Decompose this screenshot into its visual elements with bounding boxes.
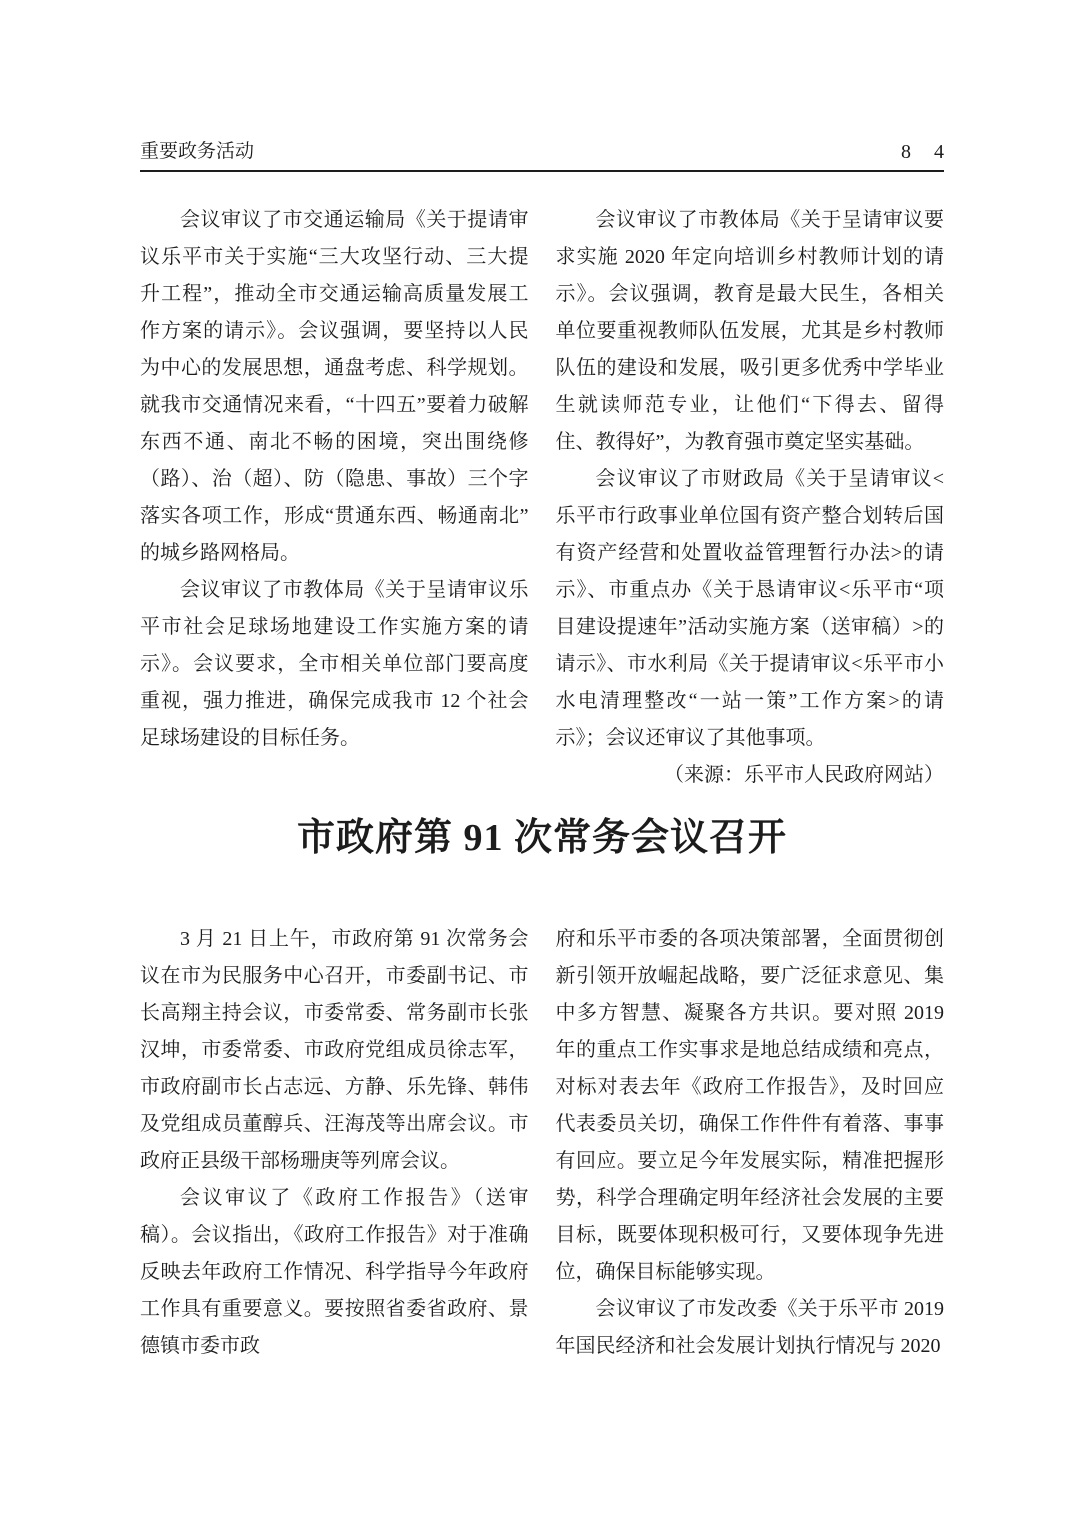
article-1-paragraph-4: 会议审议了市财政局《关于呈请审议<乐平市行政事业单位国有资产整合划转后国有资产经营和处置收益管理暂行办法>的请示》、市重点办《关于恳请审议<乐平市“项目建设提速年”活动实施方案（送审稿）>的请示》、市水利局《关于提请审议<乐平市小水电清理整改“一站一策”工作方案>的请示》；会议还审议了其他事项。	[555, 468, 944, 749]
article-1-left-column	[140, 202, 529, 794]
source-attribution: （来源：乐平市人民政府网站）	[664, 764, 944, 786]
article-2-paragraph-2-continuation: 府和乐平市委的各项决策部署，全面贯彻创新引领开放崛起战略，要广泛征求意见、集中多方智慧、凝聚各方共识。要对照 2019 年的重点工作实事求是地总结成绩和亮点，对标对表去年《政府工作报告》，及时回应代表委员关切，确保工作件件有着落、事事有回应。要立足今年发展实际，精准把握形势，科学合理确定明年经济社会发展的主要目标，既要体现积极可行，又要体现争先进位，确保目标能够实现。	[555, 928, 944, 1283]
header-page-number: 8 4	[901, 141, 953, 163]
article-2-paragraph-1: 3 月 21 日上午，市政府第 91 次常务会议在市为民服务中心召开，市委副书记、市长高翔主持会议，市委常委、常务副市长张汉坤，市委常委、市政府党组成员徐志军，市政府副市长占志远、方静、乐先锋、韩伟及党组成员董醇兵、汪海茂等出席会议。市政府正县级干部杨珊庚等列席会议。	[140, 928, 529, 1172]
article-1-paragraph-2: 会议审议了市教体局《关于呈请审议乐平市社会足球场地建设工作实施方案的请示》。会议要求，全市相关单位部门要高度重视，强力推进，确保完成我市 12 个社会足球场建设的目标任务。	[140, 579, 529, 749]
article-2-right-column	[556, 921, 945, 1365]
article-2-left-column	[140, 921, 529, 1365]
article-2-title: 市政府第 91 次常务会议召开	[296, 817, 787, 859]
article-2-paragraph-2: 会议审议了《政府工作报告》（送审稿）。会议指出，《政府工作报告》对于准确反映去年政府工作情况、科学指导今年政府工作具有重要意义。要按照省委省政府、景德镇市委市政	[140, 1187, 529, 1357]
article-2-body	[140, 921, 944, 1365]
article-1-paragraph-1: 会议审议了市交通运输局《关于提请审议乐平市关于实施“三大攻坚行动、三大提升工程”，推动全市交通运输高质量发展工作方案的请示》。会议强调，要坚持以人民为中心的发展思想，通盘考虑、科学规划。就我市交通情况来看，“十四五”要着力破解东西不通、南北不畅的困境，突出围绕修（路）、治（超）、防（隐患、事故）三个字落实各项工作，形成“贯通东西、畅通南北”的城乡路网格局。	[140, 209, 529, 564]
article-1-right-column	[556, 202, 945, 794]
article-1-paragraph-3: 会议审议了市教体局《关于呈请审议要求实施 2020 年定向培训乡村教师计划的请示》。会议强调，教育是最大民生，各相关单位要重视教师队伍发展，尤其是乡村教师队伍的建设和发展，吸引更多优秀中学毕业生就读师范专业，让他们“下得去、留得住、教得好”，为教育强市奠定坚实基础。	[555, 209, 944, 453]
article-1-body	[140, 202, 944, 794]
header-section-title: 重要政务活动	[140, 141, 255, 162]
page-header	[140, 141, 953, 172]
article-2-paragraph-3: 会议审议了市发改委《关于乐平市 2019 年国民经济和社会发展计划执行情况与 2020	[555, 1298, 944, 1357]
